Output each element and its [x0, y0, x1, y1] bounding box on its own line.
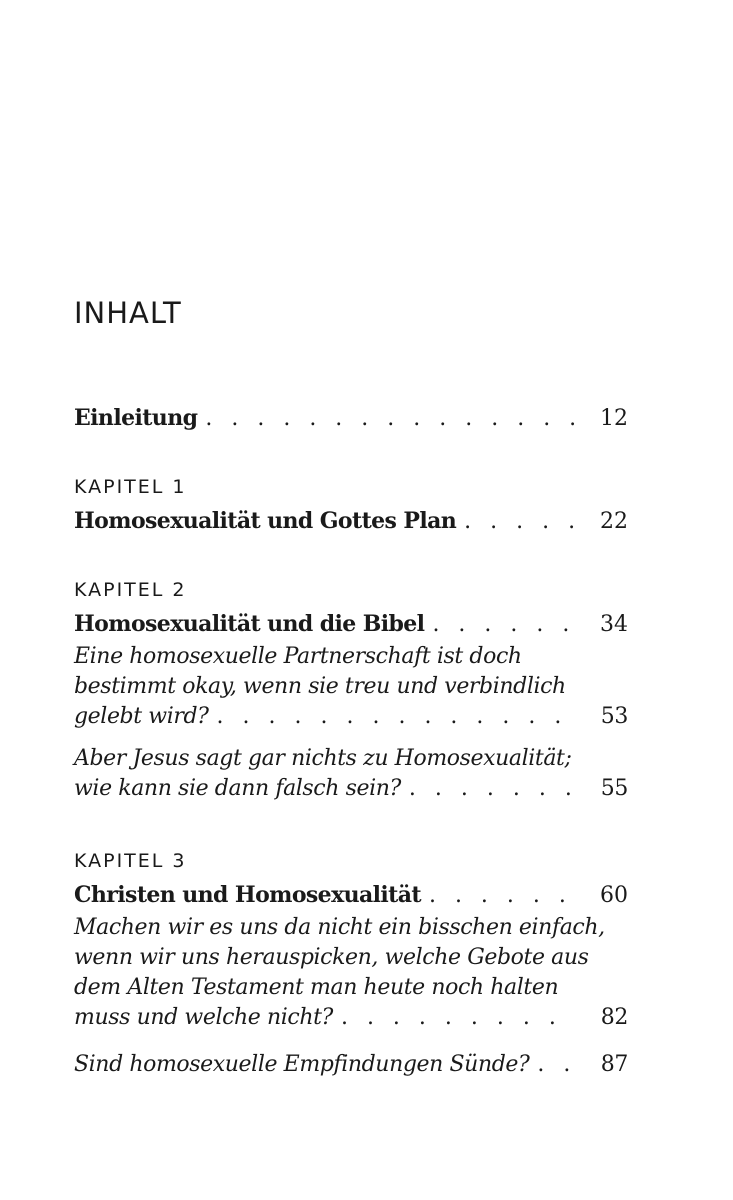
toc-entry-line: wenn wir uns herauspicken, welche Gebote aus: [74, 945, 589, 970]
page-number: 87: [600, 1052, 628, 1077]
toc-entry-line: muss und welche nicht?: [74, 1005, 333, 1030]
dot-leader: [464, 507, 576, 537]
toc-entry-chapter2-q2[interactable]: [74, 744, 628, 804]
toc-entry-line: gelebt wird?: [74, 704, 209, 729]
toc-entry-title: Einleitung: [74, 405, 198, 431]
page-number: 60: [600, 883, 628, 908]
toc-entry-title: Homosexualität und die Bibel: [74, 611, 425, 637]
toc-entry-intro[interactable]: [74, 403, 628, 434]
toc-entry-chapter1[interactable]: [74, 506, 628, 537]
chapter-label-3: KAPITEL 3: [74, 850, 187, 872]
toc-entry-chapter2[interactable]: [74, 609, 628, 640]
dot-leader: [409, 774, 576, 804]
page-number: 22: [600, 509, 628, 534]
toc-entry-line: dem Alten Testament man heute noch halten: [74, 975, 559, 1000]
page-number: 12: [600, 406, 628, 431]
toc-entry-line: Aber Jesus sagt gar nichts zu Homosexualität;: [74, 746, 572, 771]
toc-entry-title: Homosexualität und Gottes Plan: [74, 508, 457, 534]
toc-entry-chapter2-q1[interactable]: [74, 642, 628, 732]
chapter-label-2: KAPITEL 2: [74, 579, 187, 601]
dot-leader: [537, 1050, 576, 1080]
toc-entry-chapter3-q1[interactable]: [74, 913, 628, 1033]
toc-entry-chapter3-q2[interactable]: [74, 1050, 628, 1080]
toc-entry-chapter3[interactable]: [74, 880, 628, 911]
dot-leader: [217, 702, 576, 732]
toc-entry-title: Christen und Homosexualität: [74, 882, 421, 908]
page-number: 55: [600, 776, 628, 801]
toc-entry-line: Machen wir es uns da nicht ein bisschen einfach,: [74, 915, 605, 940]
dot-leader: [205, 404, 576, 434]
toc-entry-line: Eine homosexuelle Partnerschaft ist doch: [74, 644, 522, 669]
toc-entry-line: bestimmt okay, wenn sie treu und verbindlich: [74, 674, 566, 699]
page-number: 53: [600, 704, 628, 729]
dot-leader: [341, 1003, 576, 1033]
dot-leader: [429, 881, 576, 911]
page-title: INHALT: [74, 296, 182, 330]
page-number: 34: [600, 612, 628, 637]
toc-entry-line: Sind homosexuelle Empfindungen Sünde?: [74, 1052, 530, 1077]
dot-leader: [432, 610, 576, 640]
chapter-label-1: KAPITEL 1: [74, 476, 187, 498]
page-number: 82: [600, 1005, 628, 1030]
toc-entry-line: wie kann sie dann falsch sein?: [74, 776, 401, 801]
